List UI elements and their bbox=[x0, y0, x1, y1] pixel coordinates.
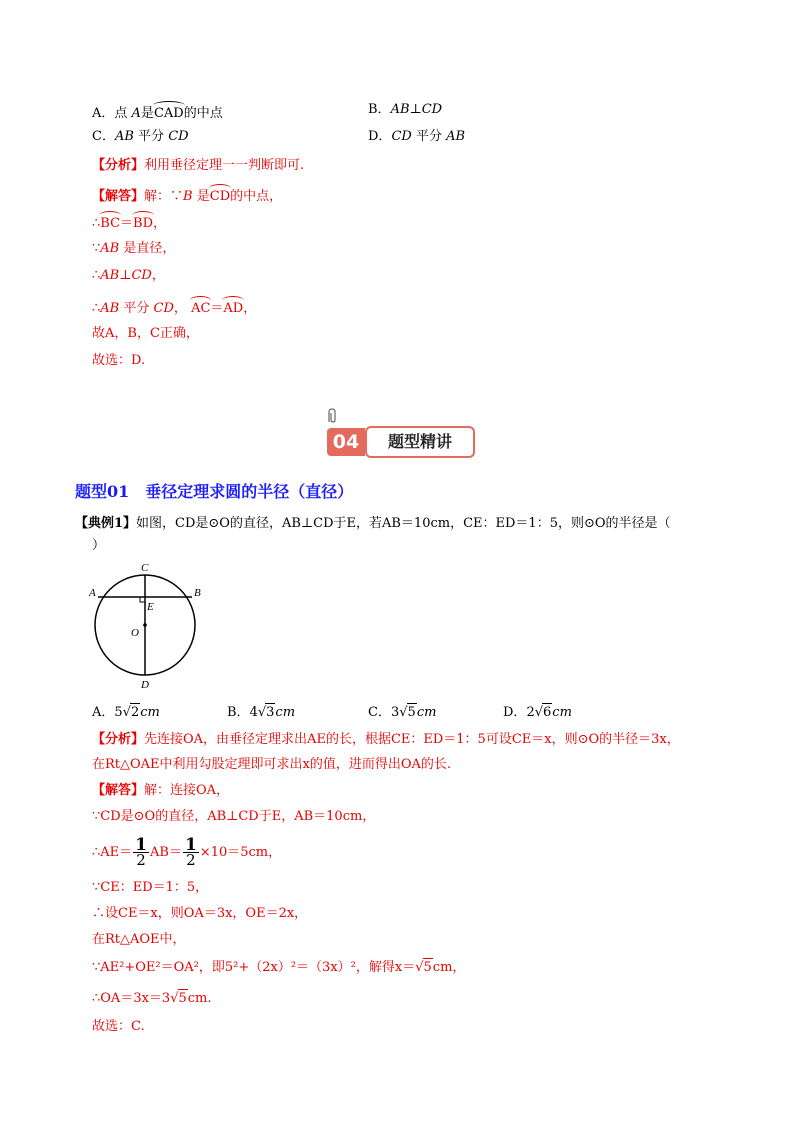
example-1-question bbox=[75, 515, 671, 533]
var: AB bbox=[100, 241, 120, 256]
example-option-a: A．5√2cm bbox=[92, 705, 160, 720]
text: 是 bbox=[196, 189, 210, 204]
example-tag: 【典例1】 bbox=[75, 516, 137, 531]
arc-notation: CD bbox=[210, 184, 230, 206]
text: ， bbox=[173, 301, 187, 316]
unit: cm bbox=[275, 705, 296, 720]
option-label: A． bbox=[92, 705, 115, 720]
circle-diagram bbox=[85, 560, 205, 695]
option-label: C． bbox=[368, 705, 391, 720]
label-d: D bbox=[141, 679, 149, 691]
option-label: D． bbox=[368, 129, 392, 144]
label-b: B bbox=[194, 587, 201, 599]
text: 故A，B，C正确， bbox=[92, 326, 199, 341]
option-label: B． bbox=[227, 705, 250, 720]
option-label: A．点 bbox=[92, 106, 128, 121]
text: ∵ bbox=[92, 241, 101, 256]
option-label: D． bbox=[503, 705, 527, 720]
coef: 3 bbox=[390, 705, 400, 720]
text: ∴ bbox=[92, 216, 101, 231]
radicand: 6 bbox=[543, 705, 552, 720]
solution-tag: 【解答】 bbox=[92, 783, 145, 798]
analysis-text: 先连接OA，由垂径定理求出AE的长，根据CE：ED＝1：5可设CE＝x，则⊙O的半径＝3x， bbox=[144, 732, 680, 747]
var: AB⊥CD bbox=[100, 268, 152, 283]
unit: cm bbox=[552, 705, 572, 720]
unit: cm， bbox=[432, 960, 466, 975]
text: ∴ bbox=[92, 268, 101, 283]
text: 解：∵ bbox=[144, 189, 184, 204]
arc-notation: AC bbox=[191, 296, 210, 318]
label-e: E bbox=[147, 601, 154, 613]
solution-2-line-3 bbox=[92, 834, 281, 872]
analysis-tag: 【分析】 bbox=[92, 158, 145, 173]
frac-num: 1 bbox=[184, 835, 197, 855]
var: AB bbox=[100, 301, 120, 316]
var: AB bbox=[446, 129, 466, 144]
example-text: 如图，CD是⊙O的直径，AB⊥CD于E，若AB＝10cm，CE：ED＝1：5，则⊙O的半径是（ bbox=[136, 516, 671, 531]
analysis-tag: 【分析】 bbox=[92, 732, 145, 747]
text: 平分 bbox=[138, 129, 165, 144]
analysis-text: 利用垂径定理一一判断即可. bbox=[144, 158, 305, 173]
text: 解：连接OA， bbox=[144, 783, 230, 798]
frac-num: 1 bbox=[135, 835, 147, 855]
label-c: C bbox=[141, 562, 149, 574]
var: CD bbox=[153, 301, 174, 316]
text: ＝ bbox=[120, 216, 134, 231]
arc-notation: CAD bbox=[154, 101, 184, 123]
radicand: 2 bbox=[130, 705, 140, 720]
solution-2-line-8: ∴OA＝3x＝3√5cm. bbox=[92, 991, 212, 1006]
analysis-1 bbox=[92, 157, 304, 175]
solution-2-line-9: 故选：C. bbox=[92, 1019, 145, 1034]
arc-notation: BD bbox=[133, 211, 153, 233]
section-title: 题型01 垂径定理求圆的半径（直径） bbox=[75, 482, 354, 501]
text: ∴OA＝3x＝3 bbox=[92, 991, 171, 1006]
solution-2-line-1 bbox=[92, 782, 229, 800]
solution-1-line-2 bbox=[92, 211, 166, 233]
solution-1-line-7 bbox=[92, 352, 145, 370]
option-d-top bbox=[368, 128, 465, 146]
solution-1-line-3 bbox=[92, 240, 175, 258]
solution-2-line-7: ∵AE²+OE²＝OA²，即5²+（2x）²＝（3x）²，解得x＝√5cm， bbox=[92, 960, 466, 975]
text: ， bbox=[151, 268, 165, 283]
analysis-2-line-1 bbox=[92, 731, 680, 749]
arc-notation: AD bbox=[223, 296, 243, 318]
unit: cm. bbox=[187, 991, 212, 1006]
solution-2-line-5: ∴设CE＝x，则OA＝3x，OE＝2x， bbox=[92, 906, 308, 921]
solution-2-line-4: ∵CE：ED＝1：5， bbox=[92, 880, 209, 895]
option-c-top bbox=[92, 128, 189, 146]
center-point bbox=[143, 623, 147, 627]
text: ＝ bbox=[210, 301, 224, 316]
option-label: B． bbox=[368, 102, 391, 117]
fraction-half bbox=[133, 835, 149, 869]
section-banner bbox=[321, 420, 481, 460]
text: ∵AE²+OE²＝OA²，即5²+（2x）²＝（3x）²，解得x＝ bbox=[92, 960, 416, 975]
radicand: 3 bbox=[266, 705, 275, 720]
option-a-top bbox=[92, 101, 223, 123]
label-o: O bbox=[131, 627, 139, 639]
solution-1-line-4 bbox=[92, 267, 165, 285]
coef: 4 bbox=[249, 705, 258, 720]
frac-den: 2 bbox=[136, 851, 146, 869]
text: ， bbox=[153, 216, 167, 231]
example-option-b: B．4√3cm bbox=[227, 705, 296, 720]
coef: 2 bbox=[526, 705, 535, 720]
arc-notation: BC bbox=[100, 211, 120, 233]
paperclip-icon bbox=[325, 408, 339, 427]
text: 的中点， bbox=[230, 189, 283, 204]
solution-1-line-5 bbox=[92, 296, 256, 318]
text: ×10＝5cm， bbox=[199, 845, 282, 860]
text: ， bbox=[243, 301, 257, 316]
var: CD bbox=[168, 129, 189, 144]
banner-title: 题型精讲 bbox=[365, 426, 475, 458]
label-a: A bbox=[89, 587, 96, 599]
text: ∴ bbox=[92, 301, 101, 316]
option-label: C． bbox=[92, 129, 115, 144]
banner-number: 04 bbox=[327, 428, 365, 456]
example-option-c: C．3√5cm bbox=[368, 705, 437, 720]
text: 故选：D. bbox=[92, 353, 146, 368]
text: AB＝ bbox=[150, 845, 182, 860]
solution-2-line-2: ∵CD是⊙O的直径，AB⊥CD于E，AB＝10cm， bbox=[92, 809, 376, 824]
radicand: 5 bbox=[423, 960, 432, 975]
frac-den: 2 bbox=[186, 851, 196, 869]
option-b-top bbox=[368, 101, 442, 119]
radicand: 5 bbox=[178, 991, 187, 1006]
text: 是直径， bbox=[123, 241, 176, 256]
coef: 5 bbox=[114, 705, 123, 720]
var: A bbox=[131, 106, 141, 121]
var: CD bbox=[391, 129, 412, 144]
unit: cm bbox=[416, 705, 437, 720]
text: 平分 bbox=[123, 301, 150, 316]
var: AB⊥CD bbox=[390, 102, 443, 117]
example-option-d: D．2√6cm bbox=[503, 705, 572, 720]
text: 是 bbox=[140, 106, 154, 121]
fraction-half bbox=[183, 835, 199, 869]
var: B bbox=[183, 189, 193, 204]
text: 的中点 bbox=[183, 106, 223, 121]
solution-1-line-1 bbox=[92, 184, 282, 206]
var: AB bbox=[114, 129, 134, 144]
solution-1-line-6 bbox=[92, 325, 199, 343]
analysis-2-line-2: 在Rt△OAE中利用勾股定理即可求出x的值，进而得出OA的长. bbox=[92, 757, 452, 772]
radicand: 5 bbox=[407, 705, 416, 720]
text: ∴AE＝ bbox=[92, 845, 133, 860]
unit: cm bbox=[140, 705, 160, 720]
example-1-question-cont: ） bbox=[92, 538, 106, 553]
solution-tag: 【解答】 bbox=[92, 189, 145, 204]
text: 平分 bbox=[415, 129, 442, 144]
solution-2-line-6: 在Rt△AOE中， bbox=[92, 932, 186, 947]
circle-figure bbox=[85, 560, 205, 699]
